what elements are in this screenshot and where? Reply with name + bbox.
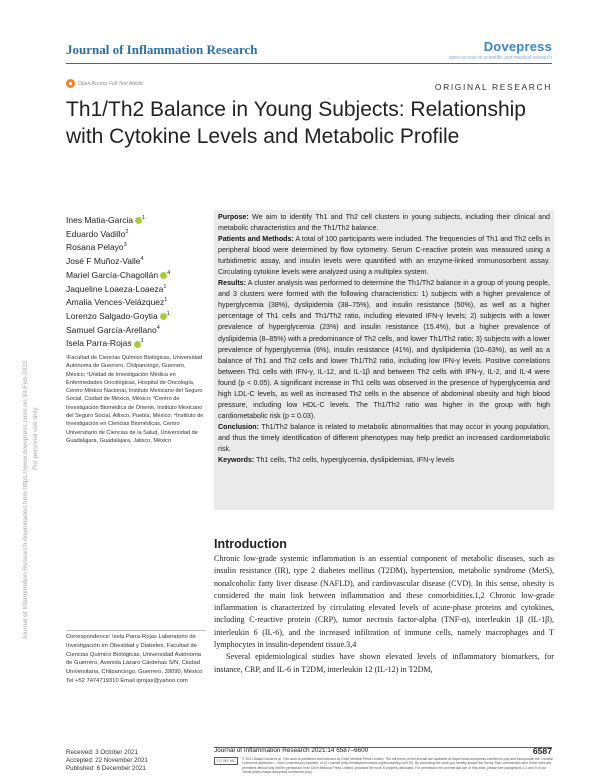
intro-heading: Introduction [214,537,287,551]
conclusion-label: Conclusion: [218,422,259,431]
page-number: 6587 [532,746,552,756]
author: Jaqueline Loaeza-Loaeza$^1$ [66,283,167,294]
license-block [214,757,554,775]
keywords-text: Th1 cells, Th2 cells, hyperglycemia, dyslipidemias, IFN-γ levels [256,456,455,465]
purpose-text: We aim to identify Th1 and Th2 cell clusters in young subjects, including their clinical and metabolic characteristics and the Th1/Th2 balance. [218,213,550,233]
section-label: ORIGINAL RESEARCH [434,82,552,92]
correspondence: Correspondence: Isela Parra-Rojas Laboratorio de Investigación en Obesidad y Diabetes, Facultad de Ciencias Químico Biológicas, Universidad Autónoma de Guerrero, Avenida Lázaro Cárdenas S/N, Ciudad Universitaria, Chilpancingo, Guerrero, 39090, México Tel +52 7474719310 Email iprojas@yahoo.com [66,630,206,686]
author[interactable]: Mariel García-Chagollán $^4$ [66,269,171,280]
author-list [66,214,206,351]
affiliations: ¹Facultad de Ciencias Químico Biológicas, Universidad Autónoma de Guerrero, Chilpancingo, Guerrero, México; ²Unidad de Investigación Médica en Enfermedades Oncológicas, Hospital de Oncología, Centro Médico Nacional, Instituto Mexicano del Seguro Social, Ciudad de México, México; ³Centro de Investigación Biomédica de Oriente, Instituto Mexicano del Seguro Social, Atlixco, Puebla, México; ⁴Instituto de Investigación en Ciencias Biomédicas, Centro Universitario de Ciencias de la Salud, Universidad de Guadalajara, Guadalajara, Jalisco, México [66,355,204,444]
article-title: Th1/Th2 Balance in Young Subjects: Relationship with Cytokine Levels and Metabolic Profile [66,98,526,148]
accepted-date: Accepted: 22 November 2021 [66,757,148,765]
open-access-badge [66,79,143,88]
license-text: © 2021 Matia-Garcia et al. This work is published and licensed by Dove Medical Press Limited. The full terms of this license are available at https://www.dovepress.com/terms.php and incorporate the Creative Commons Attribution – Non Commercial (unported, v3.0) License (http://creativecommons.org/licenses/by-nc/3.0/). By accessing the work you hereby accept the Terms. Non-commercial uses of the work are permitted without any further permission from Dove Medical Press Limited, provided the work is properly attributed. For permission for commercial use of this work, please see paragraphs 4.2 and 5 of our Terms (https://www.dovepress.com/terms.php). [242,757,554,775]
abstract [218,212,550,466]
orcid-icon[interactable] [134,341,141,348]
journal-title: Journal of Inflammation Research [66,42,258,57]
author: José F Muñoz-Valle$^4$ [66,256,144,267]
author: Rosana Pelayo$^3$ [66,242,127,253]
header-rule [66,63,552,64]
results-text: A cluster analysis was performed to determine the Th1/Th2 balance in a group of young people, and 3 clusters were formed with the following characteristics: 1) subjects with a higher prevalence of hyperglycemia (38%), dyslipidemia (38–75%), and insulin resistance (50%), as well as a higher percentage of Th1 cells and Th1/Th2 ratio, including elevated IFN-γ levels; 2) subjects with a lower prevalence of hyperglycemia (23%) and insulin resistance (15.4%), but a higher prevalence of dyslipidemia (8–85%) with a predominance of Th2 cells, and lower Th1/Th2 ratio; 3) subjects with a lower prevalence of hyperglycemia (6%), insulin resistance (41%), and dyslipidemia (10–63%), as well as a balance of Th1 and Th2 cells and lower Th1/Th2 ratio, including low IFN-γ levels. Positive correlations between Th1 cells with IFN-γ, IL-12, and IL-1β and between Th2 cells with IFN-γ, IL-2, and IL-4 were found (p < 0.05). A significant increase in Th1 cells was observed in the presence of hyperglycemia and high LDL-C levels, as well as increased Th2 cells in the absence of abdominal obesity and high blood pressure, including low HDL-C levels. The Th1/Th2 ratio was higher in the group with high cardiometabolic risk (p = 0.03). [218,279,550,420]
intro-body [214,553,554,676]
open-access-icon [66,79,75,88]
conclusion-text: Th1/Th2 balance is related to metabolic abnormalities that may occur in young population, and thus the timely identification of different phenotypes may help predict an increased cardiometabolic risk. [218,422,550,453]
author[interactable]: Isela Parra-Rojas $^1$ [66,338,144,349]
author: Amalia Vences-Velázquez$^1$ [66,297,168,308]
methods-label: Patients and Methods: [218,235,294,244]
open-access-label: Open Access Full Text Article [78,80,143,87]
methods-text: A total of 100 participants were included. The frequencies of Th1 and Th2 cells in peripheral blood were determined by flow cytometry. Serum C-reactive protein was measured using a turbidimetric assay, and insulin levels were quantified with an enzyme-linked immunosorbent assay. Circulating cytokine levels were analyzed using a multiplex system. [218,235,550,277]
publisher-tagline: open access to scientific and medical research [448,55,552,61]
cc-license-icon[interactable]: CC BY NC [214,757,238,765]
article-dates [66,749,206,774]
keywords-label: Keywords: [218,456,255,465]
footer-citation: Journal of Inflammation Research 2021:14 6587–6600 [214,747,369,754]
publisher-logo: Dovepress [483,39,552,54]
intro-paragraph: Chronic low-grade systemic inflammation is an essential component of metabolic diseases, such as insulin resistance (IR), type 2 diabetes mellitus (T2DM), hypertension, metabolic syndrome (MetS), nonalcoholic fatty liver disease (NAFLD), and cardiovascular disease (CVD). In this sense, obesity is considered the main link between inflammation and these comorbidities.1,2 Chronic low-grade inflammation is characterized by circulating elevated levels of acute-phase proteins and cytokines, including C-reactive protein (CRP), tumor necrosis factor-alpha (TNF-α), interleukin 1β (IL-1β), interleukin 6 (IL-6), and the increased infiltration of immune cells, namely macrophages and T lymphocytes in insulin-dependent tissue.3,4 [214,554,554,650]
author: Samuel García-Arellano$^4$ [66,324,160,335]
publisher-brand [449,39,552,61]
download-notice [22,170,44,640]
results-label: Results: [218,279,246,288]
personal-use-notice: For personal use only. [32,406,39,470]
received-date: Received: 3 October 2021 [66,749,138,756]
author[interactable]: Ines Matia-Garcia $^1$ [66,215,146,225]
author[interactable]: Lorenzo Salgado-Goytia $^1$ [66,310,170,321]
purpose-label: Purpose: [218,213,249,221]
download-notice-text: Journal of Inflammation Research downloaded from https://www.dovepress.com/ on 19-Feb-2022 [22,360,29,640]
intro-paragraph: Several epidemiological studies have shown elevated levels of inflammatory biomarkers, for instance, CRP, and IL-6 in T2DM, interleukin 12 (IL-12) in T2DM, [214,652,554,674]
author: Eduardo Vadillo$^2$ [66,228,129,239]
published-date: Published: 6 December 2021 [66,765,146,773]
orcid-icon[interactable] [160,313,167,320]
